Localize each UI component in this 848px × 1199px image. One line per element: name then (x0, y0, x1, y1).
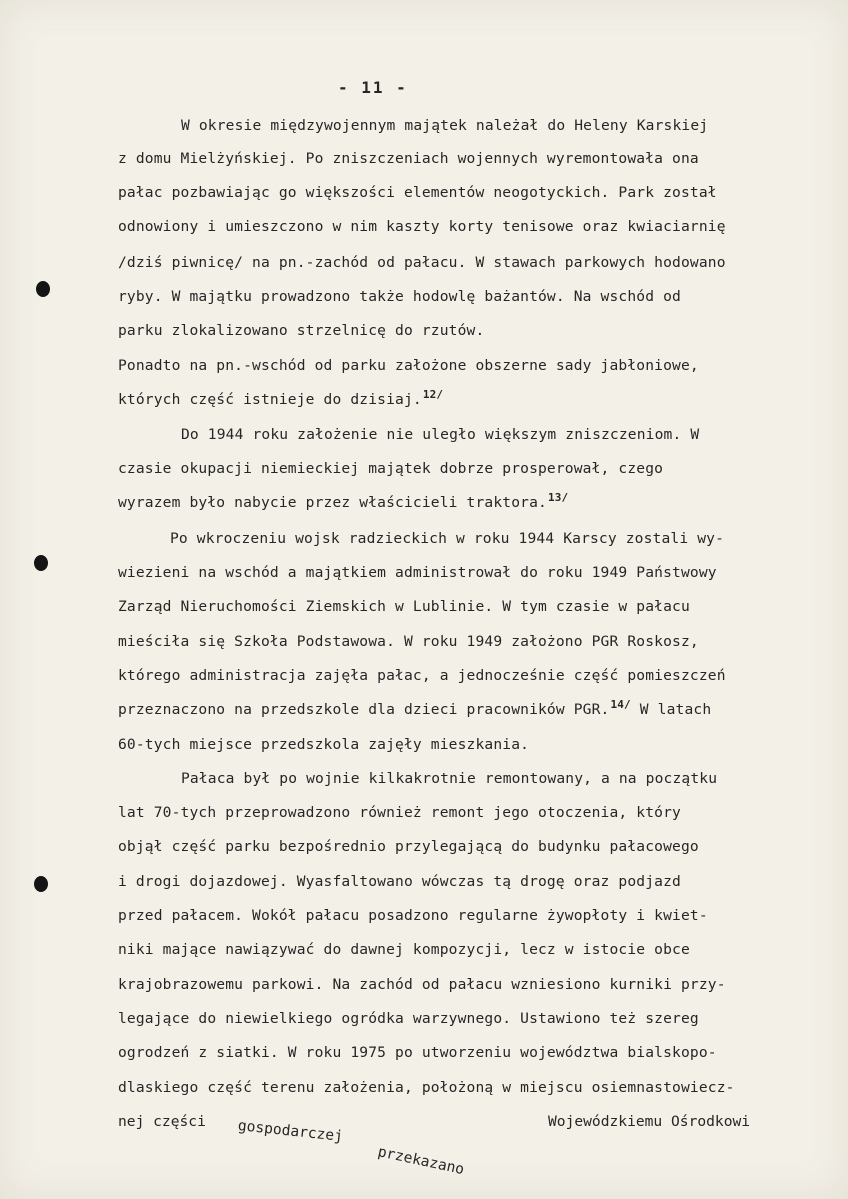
footnote-ref: 12/ (422, 388, 444, 402)
line-text: Zarząd Nieruchomości Ziemskich w Lublinie. W tym czasie w pałacu (118, 598, 690, 615)
text-line (118, 388, 444, 408)
line-text: Ponadto na pn.-wschód od parku założone obszerne sady jabłoniowe, (118, 357, 699, 374)
footnote-ref: 13/ (547, 491, 569, 505)
text-line (118, 150, 699, 167)
line-text: których część istnieje do dzisiaj. (118, 391, 422, 408)
text-line-tail: nej części (118, 1113, 206, 1130)
text-line (118, 564, 717, 581)
text-line (181, 770, 717, 787)
slanted-word: gospodarczej (237, 1117, 344, 1145)
footnote-ref: 14/ (610, 698, 631, 712)
text-line (118, 491, 569, 511)
line-text: dlaskiego część terenu założenia, położoną w miejscu osiemnastowiecz- (118, 1079, 735, 1096)
punch-hole (36, 281, 50, 297)
slanted-word: przekazano (376, 1143, 466, 1179)
text-line (118, 1044, 717, 1061)
text-line (118, 1079, 735, 1096)
line-text: /dziś piwnicę/ na pn.-zachód od pałacu. W stawach parkowych hodowano (118, 254, 726, 271)
line-text: i drogi dojazdowej. Wyasfaltowano wówczas tą drogę oraz podjazd (118, 873, 681, 890)
text-line (170, 530, 724, 547)
text-line (118, 976, 726, 993)
line-text: przed pałacem. Wokół pałacu posadzono regularne żywopłoty i kwiet- (118, 907, 708, 924)
line-text: odnowiony i umieszczono w nim kaszty korty tenisowe oraz kwiaciarnię (118, 218, 726, 235)
line-text: pałac pozbawiając go większości elementów neogotyckich. Park został (118, 184, 717, 201)
line-text: przeznaczono na przedszkole dla dzieci pracowników PGR. (118, 701, 610, 718)
text-line (118, 698, 712, 718)
line-text: W okresie międzywojennym majątek należał do Heleny Karskiej (181, 117, 709, 134)
line-text: parku zlokalizowano strzelnicę do rzutów. (118, 322, 485, 339)
line-text: którego administracja zajęła pałac, a jednocześnie część pomieszczeń (118, 667, 726, 684)
text-line (118, 1010, 699, 1027)
text-line (118, 184, 717, 201)
line-text: Pałaca był po wojnie kilkakrotnie remontowany, a na początku (181, 770, 718, 787)
text-line (118, 633, 699, 650)
text-line-tail-right: Wojewódzkiemu Ośrodkowi (548, 1113, 751, 1130)
line-text-after: W latach (630, 701, 712, 718)
text-line (118, 598, 690, 615)
line-text: lat 70-tych przeprowadzono również remont jego otoczenia, który (118, 804, 681, 821)
text-line (118, 460, 663, 477)
line-text: ryby. W majątku prowadzono także hodowlę bażantów. Na wschód od (118, 288, 681, 305)
text-line (118, 254, 726, 271)
line-text: 60-tych miejsce przedszkola zajęły mieszkania. (118, 736, 530, 753)
line-text: czasie okupacji niemieckiej majątek dobrze prosperował, czego (118, 460, 664, 477)
line-text: niki mające nawiązywać do dawnej kompozycji, lecz w istocie obce (118, 941, 690, 958)
line-text: legające do niewielkiego ogródka warzywnego. Ustawiono też szereg (118, 1010, 699, 1027)
text-line (118, 907, 708, 924)
line-text: z domu Mielżyńskiej. Po zniszczeniach wojennych wyremontowała ona (118, 150, 699, 167)
text-line (118, 288, 681, 305)
line-text: Do 1944 roku założenie nie uległo większym zniszczeniom. W (181, 426, 700, 443)
line-text: wyrazem było nabycie przez właścicieli traktora. (118, 494, 547, 511)
text-line (118, 838, 699, 855)
page-number: - 11 - (338, 78, 408, 97)
punch-hole (34, 876, 48, 892)
text-line (118, 873, 681, 890)
text-line (118, 804, 681, 821)
text-line (118, 357, 699, 374)
line-text: krajobrazowemu parkowi. Na zachód od pałacu wzniesiono kurniki przy- (118, 976, 726, 993)
line-text: ogrodzeń z siatki. W roku 1975 po utworzeniu województwa bialskopo- (118, 1044, 717, 1061)
line-text: Po wkroczeniu wojsk radzieckich w roku 1944 Karscy zostali wy- (170, 530, 725, 547)
text-line (118, 218, 726, 235)
text-line (118, 736, 529, 753)
text-line (181, 426, 699, 443)
text-line (181, 117, 708, 134)
punch-hole (34, 555, 48, 571)
text-line (118, 941, 690, 958)
text-line (118, 667, 726, 684)
line-text: wiezieni na wschód a majątkiem administrował do roku 1949 Państwowy (118, 564, 717, 581)
line-text: mieściła się Szkoła Podstawowa. W roku 1949 założono PGR Roskosz, (118, 633, 699, 650)
text-line (118, 322, 484, 339)
line-text: objął część parku bezpośrednio przylegającą do budynku pałacowego (118, 838, 699, 855)
